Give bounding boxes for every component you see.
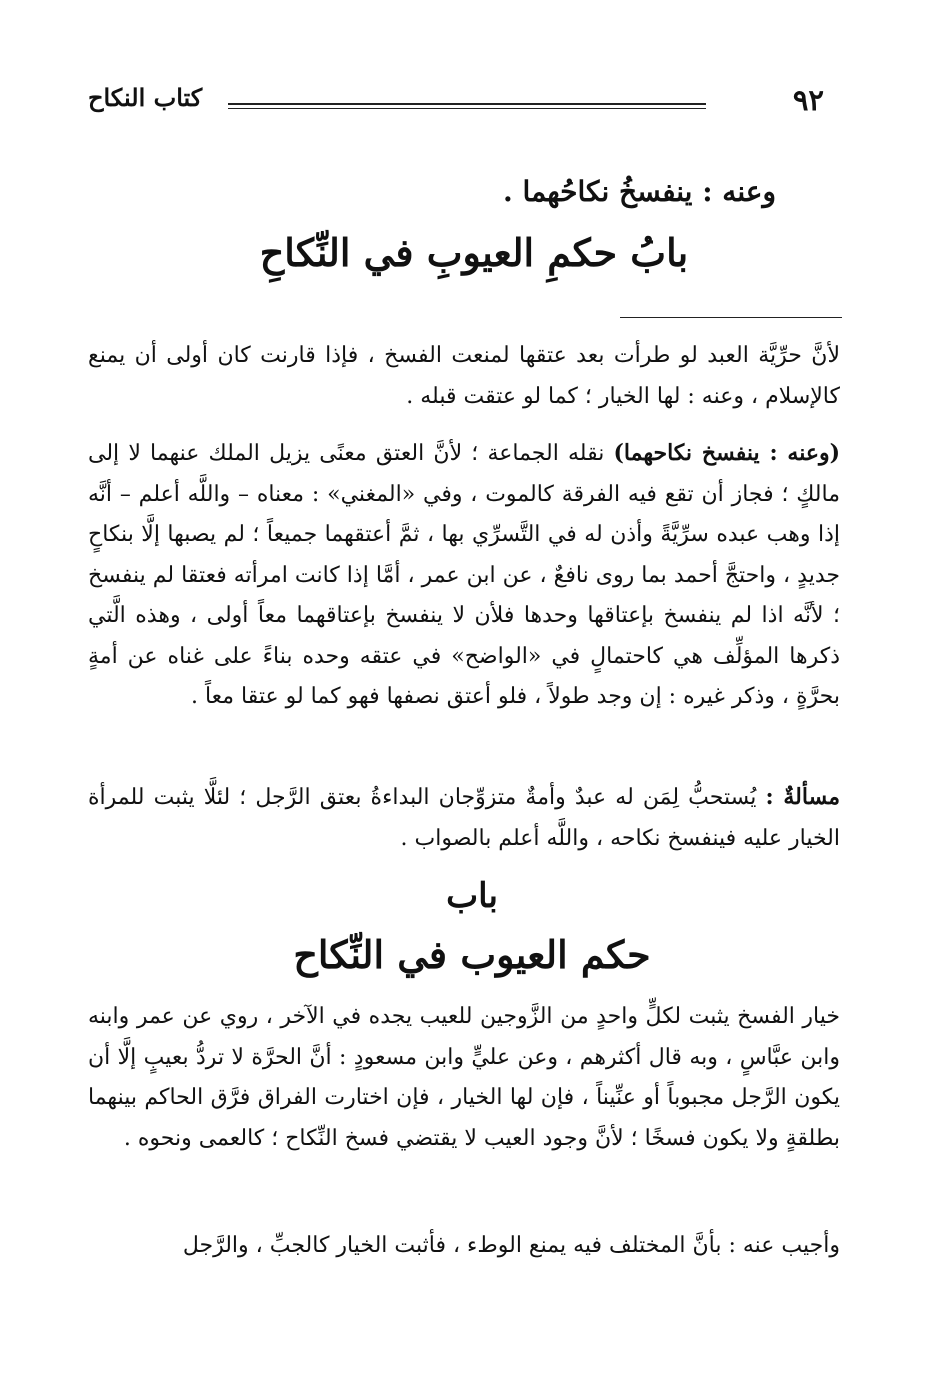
section-heading: حكم العيوب في النِّكاح — [293, 932, 651, 977]
masala-label: مسألةٌ : — [765, 784, 840, 810]
commentary-paragraph-5: وأجيب عنه : بأنَّ المختلف فيه يمنع الوطء ، فأثبت الخيار كالجبِّ ، والرَّجل — [182, 1233, 840, 1258]
header-rule — [228, 103, 706, 105]
matn-chapter-heading: بابُ حكمِ العيوبِ في النِّكاحِ — [259, 230, 689, 275]
paragraph-text: نقله الجماعة ؛ لأنَّ العتق معنًى يزيل الملك عنهما لا إلى مالكٍ ؛ فجاز أن تقع فيه الفرقة كالموت ، وفي «المغني» : معناه – واللَّه أعلم – أنَّه إذا وهب عبده سرِّيَّةً وأذن له في التَّسرِّي بها ، ثمَّ أعتقهما جميعاً ؛ لم يصبها إلَّا بنكاحٍ جديدٍ ، واحتجَّ أحمد بما روى نافعٌ ، عن ابن عمر ، أمَّا إذا كانت امرأته فعتقا لم ينفسخ ؛ لأنَّه اذا لم ينفسخ بإعتاقها وحدها فلأن لا ينفسخ بإعتاقهما معاً أولى ، وهذه الَّتي ذكرها المؤلِّف هي كاحتمالٍ في «الواضح» في عتقه وحده بناءً على غناه عن أمةٍ بحرَّةٍ ، وذكر غيره : إن وجد طولاً ، فلو أعتق نصفها فهو كما لو عتقا معاً . — [88, 441, 840, 709]
running-head-title: كتاب النكاح — [88, 83, 203, 112]
commentary-paragraph-1: لأنَّ حرِّيَّة العبد لو طرأت بعد عتقها لمنعت الفسخ ، فإذا قارنت كان أولى أن يمنع كالإسلام ، وعنه : لها الخيار ؛ كما لو عتقت قبله . — [88, 343, 840, 409]
section-word: باب — [446, 876, 498, 916]
commentary-paragraph-4: خيار الفسخ يثبت لكلٍّ واحدٍ من الزَّوجين للعيب يجده في الآخر ، روي عن عمر وابنه وابن عبَّاسٍ ، وبه قال أكثرهم ، وعن عليٍّ وابن مسعودٍ : أنَّ الحرَّة لا تردُّ بعيبٍ إلَّا أن يكون الرَّجل مجبوباً أو عنِّيناً ، فإن لها الخيار ، فإن اختارت الفراق فرَّق الحاكم بينهما بطلقةٍ ولا يكون فسخًا ؛ لأنَّ وجود العيب لا يقتضي فسخ النِّكاح ؛ كالعمى ونحوه . — [88, 1004, 840, 1151]
commentary-paragraph-3 — [88, 777, 840, 859]
paragraph-text: يُستحبُّ لِمَن له عبدٌ وأمةٌ متزوِّجان البداءةُ بعتق الرَّجل ؛ لئلَّا يثبت للمرأة الخيار عليه فينفسخ نكاحه ، واللَّه أعلم بالصواب . — [88, 785, 840, 851]
paragraph-lead-quote: (وعنه : ينفسخ نكاحهما) — [613, 440, 840, 466]
page-number: ٩٢ — [792, 83, 824, 117]
separator-rule — [620, 317, 842, 318]
matn-text-line: وعنه : ينفسخُ نكاحُهما . — [503, 175, 776, 208]
commentary-paragraph-2 — [88, 433, 840, 718]
